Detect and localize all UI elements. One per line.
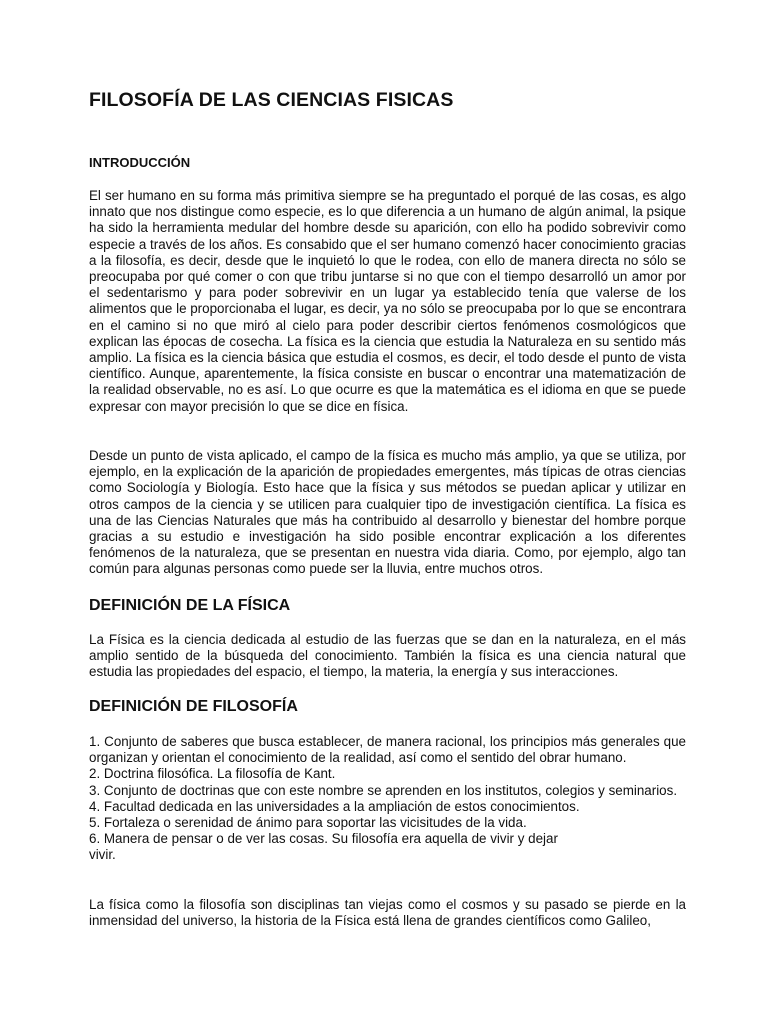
list-item: 5. Fortaleza o serenidad de ánimo para soportar las vicisitudes de la vida. <box>89 815 527 831</box>
list-item: 4. Facultad dedicada en las universidades a la ampliación de estos conocimientos. <box>89 798 580 814</box>
list-item: 3. Conjunto de doctrinas que con este nombre se aprenden en los institutos, colegios y seminarios. <box>89 782 678 798</box>
def-filosofia-heading: DEFINICIÓN DE FILOSOFÍA <box>89 698 298 715</box>
list-item: 6. Manera de pensar o de ver las cosas. Su filosofía era aquella de vivir y dejar vivir. <box>89 831 558 863</box>
intro-heading: INTRODUCCIÓN <box>89 155 191 170</box>
def-filosofia-list <box>89 734 686 864</box>
document-title: FILOSOFÍA DE LAS CIENCIAS FISICAS <box>89 89 454 111</box>
closing-paragraph: La física como la filosofía son disciplinas tan viejas como el cosmos y su pasado se pierde en la inmensidad del universo, la historia de la Física está llena de grandes científicos como Galileo, <box>89 897 686 929</box>
def-fisica-heading: DEFINICIÓN DE LA FÍSICA <box>89 597 291 614</box>
list-item: 2. Doctrina filosófica. La filosofía de Kant. <box>89 766 336 782</box>
intro-paragraph-1: El ser humano en su forma más primitiva siempre se ha preguntado el porqué de las cosas, es algo innato que nos distingue como especie, es lo que diferencia a un humano de algún animal, la psique ha sido la herramienta medular del hombre desde su aparición, con ello ha podido sobrevivir como especie a través de los años. Es consabido que el ser humano comenzó hacer conocimiento gracias a la filosofía, es decir, desde que le inquietó lo que le rodea, con ello de manera directa no sólo se preocupaba por qué comer o con que tribu juntarse si no que con el tiempo desarrolló un amor por el sedentarismo y para poder sobrevivir en un lugar ya establecido tenía que valerse de los alimentos que le proporcionaba el lugar, es decir, ya no sólo se preocupaba por lo que se encontrara en el camino si no que miró al cielo para poder describir ciertos fenómenos cosmológicos que explican las épocas de cosecha. La física es la ciencia que estudia la Naturaleza en su sentido más amplio. La física es la ciencia básica que estudia el cosmos, es decir, el todo desde el punto de vista científico. Aunque, aparentemente, la física consiste en buscar o encontrar una matematización de la realidad observable, no es así. Lo que ocurre es que la matemática es el idioma en que se puede expresar con mayor precisión lo que se dice en física. <box>89 188 687 414</box>
def-fisica-paragraph: La Física es la ciencia dedicada al estudio de las fuerzas que se dan en la naturaleza, en el más amplio sentido de la búsqueda del conocimiento. También la física es una ciencia natural que estudia las propiedades del espacio, el tiempo, la materia, la energía y sus interacciones. <box>89 632 686 680</box>
list-item: 1. Conjunto de saberes que busca establecer, de manera racional, los principios más generales que organizan y orientan el conocimiento de la realidad, así como el sentido del obrar humano. <box>89 734 686 766</box>
intro-paragraph-2: Desde un punto de vista aplicado, el campo de la física es mucho más amplio, ya que se utiliza, por ejemplo, en la explicación de la aparición de propiedades emergentes, más típicas de otras ciencias como Sociología y Biología. Esto hace que la física y sus métodos se puedan aplicar y utilizar en otros campos de la ciencia y se utilicen para cualquier tipo de investigación científica. La física es una de las Ciencias Naturales que más ha contribuido al desarrollo y bienestar del hombre porque gracias a su estudio e investigación ha sido posible encontrar explicación a los diferentes fenómenos de la naturaleza, que se presentan en nuestra vida diaria. Como, por ejemplo, algo tan común para algunas personas como puede ser la lluvia, entre muchos otros. <box>89 448 686 577</box>
